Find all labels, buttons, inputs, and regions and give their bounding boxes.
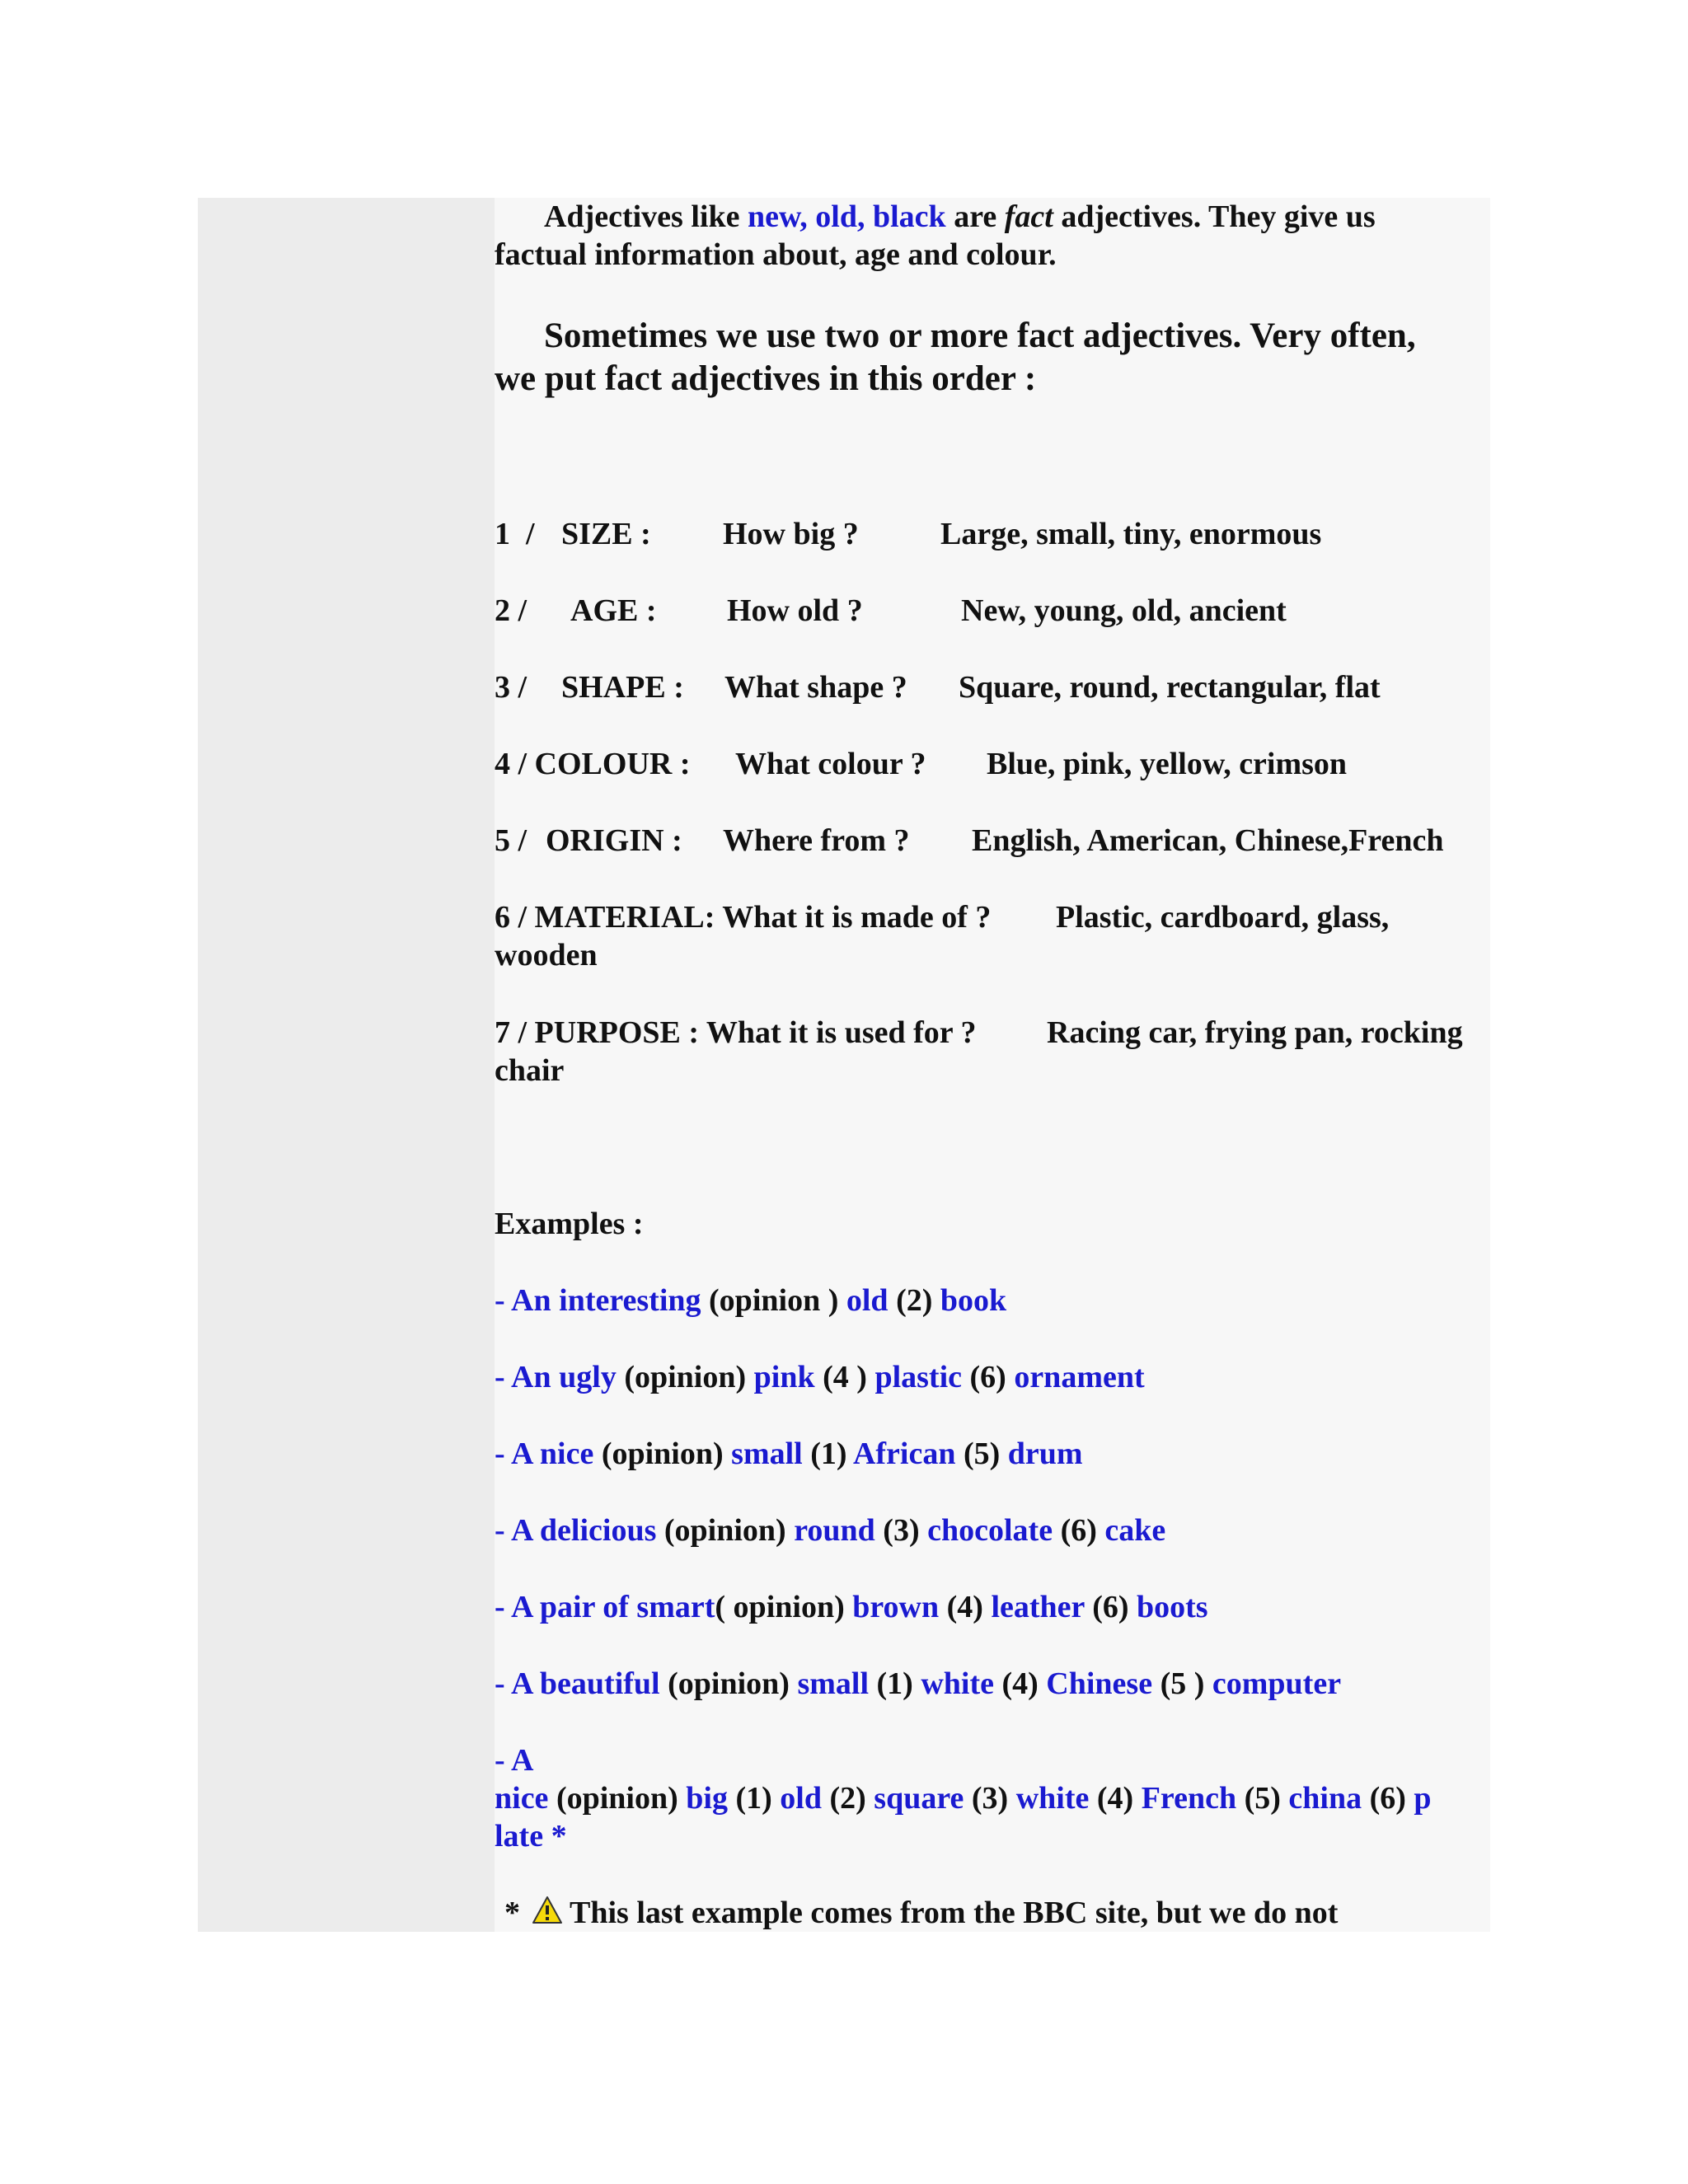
intro-text: adjectives. They give us <box>1053 199 1376 234</box>
example-label: (4) <box>993 1666 1047 1701</box>
left-sidebar-panel <box>198 198 495 1932</box>
example-noun: p <box>1414 1781 1432 1816</box>
order-row-material <box>495 898 1496 974</box>
example-2 <box>495 1358 1496 1396</box>
order-row-purpose <box>495 1014 1496 1090</box>
example-label: ( opinion) <box>715 1590 853 1624</box>
footnote <box>495 1894 1496 1935</box>
example-label: (2) <box>821 1781 874 1816</box>
example-noun: drum <box>1007 1436 1083 1471</box>
example-6 <box>495 1665 1496 1703</box>
intro-text: Adjectives like <box>544 199 748 234</box>
order-number: 1 <box>495 517 510 551</box>
example-label: (3) <box>964 1781 1016 1816</box>
intro-text: are <box>945 199 1005 234</box>
example-label: (2) <box>888 1283 940 1318</box>
footnote-asterisk: * <box>504 1896 520 1930</box>
example-label: (opinion) <box>548 1781 687 1816</box>
order-examples: Large, small, tiny, enormous <box>940 517 1322 551</box>
example-noun: cake <box>1104 1513 1166 1548</box>
order-row-shape <box>495 668 1496 706</box>
example-label: (6) <box>962 1360 1015 1394</box>
order-examples: Plastic, cardboard, glass, <box>1056 900 1390 935</box>
example-noun-phrase: - An ugly <box>495 1360 617 1394</box>
example-noun-phrase: - A nice <box>495 1436 594 1471</box>
warning-icon <box>532 1895 563 1935</box>
example-label: (4) <box>939 1590 992 1624</box>
order-examples: Blue, pink, yellow, crimson <box>987 747 1348 781</box>
example-noun: boots <box>1137 1590 1208 1624</box>
order-number: 3 / <box>495 670 528 705</box>
order-number: 2 / <box>495 593 528 628</box>
example-label: (opinion) <box>656 1513 795 1548</box>
order-row-origin <box>495 822 1496 860</box>
example-noun: computer <box>1212 1666 1342 1701</box>
example-label: (4) <box>1089 1781 1142 1816</box>
example-adjective: square <box>874 1781 964 1816</box>
example-noun-phrase: - A pair of smart <box>495 1590 715 1624</box>
intro-paragraph <box>495 198 1496 274</box>
intro-line-1 <box>495 198 1496 236</box>
example-adjective: white <box>921 1666 994 1701</box>
order-category-question: 7 / PURPOSE : What it is used for ? <box>495 1015 977 1050</box>
example-label: (6) <box>1084 1590 1137 1624</box>
example-4 <box>495 1511 1496 1549</box>
example-label: (opinion) <box>593 1436 732 1471</box>
example-label: (6) <box>1362 1781 1414 1816</box>
footnote-text: This last example comes from the BBC site, but we do not <box>570 1896 1339 1930</box>
order-examples: Racing car, frying pan, rocking <box>1047 1015 1463 1050</box>
example-adjective: china <box>1288 1781 1362 1816</box>
order-examples: Square, round, rectangular, flat <box>959 670 1381 705</box>
example-adjective: chocolate <box>927 1513 1053 1548</box>
order-intro-paragraph <box>495 315 1496 401</box>
example-label: (3) <box>874 1513 928 1548</box>
example-label: (opinion) <box>616 1360 754 1394</box>
order-category-question: 6 / MATERIAL: What it is made of ? <box>495 900 992 935</box>
example-adjective: plastic <box>874 1360 962 1394</box>
example-adjective: pink <box>753 1360 815 1394</box>
order-examples: English, American, Chinese,French <box>972 823 1444 858</box>
order-category: AGE : <box>570 593 657 628</box>
example-label: (6) <box>1053 1513 1105 1548</box>
example-label: (opinion ) <box>701 1283 846 1318</box>
example-5 <box>495 1588 1496 1626</box>
example-noun-phrase: - A beautiful <box>495 1666 660 1701</box>
order-number: 5 / <box>495 823 528 858</box>
example-adjective: round <box>794 1513 875 1548</box>
order-question: What shape ? <box>724 670 907 705</box>
order-examples: New, young, old, ancient <box>961 593 1287 628</box>
example-label: (4 ) <box>814 1360 875 1394</box>
example-adjective: old <box>846 1283 889 1318</box>
order-category: 4 / COLOUR : <box>495 747 691 781</box>
example-3 <box>495 1435 1496 1473</box>
order-examples-wrap: wooden <box>495 938 598 972</box>
example-adjective: African <box>852 1436 956 1471</box>
order-intro-line-1: Sometimes we use two or more fact adjectives. Very often, <box>544 316 1416 355</box>
intro-fact-word: fact <box>1004 199 1053 234</box>
example-adjective: leather <box>991 1590 1085 1624</box>
example-1 <box>495 1282 1496 1319</box>
order-category: SIZE : <box>561 517 651 551</box>
example-label: (5) <box>1236 1781 1289 1816</box>
examples-heading: Examples : <box>495 1207 644 1241</box>
order-slash: / <box>526 517 535 551</box>
order-category: ORIGIN : <box>546 823 682 858</box>
order-examples-wrap: chair <box>495 1053 565 1088</box>
example-label: (1) <box>802 1436 853 1471</box>
order-question: Where from ? <box>723 823 910 858</box>
example-7-line-1: - A <box>495 1743 534 1778</box>
order-question: What colour ? <box>735 747 926 781</box>
example-noun-phrase: - A delicious <box>495 1513 657 1548</box>
order-category: SHAPE : <box>561 670 684 705</box>
example-adjective: Chinese <box>1046 1666 1153 1701</box>
order-question: How old ? <box>727 593 863 628</box>
example-label: (5 ) <box>1152 1666 1212 1701</box>
example-7-line-3: late * <box>495 1819 567 1854</box>
example-adjective: big <box>686 1781 728 1816</box>
order-row-size <box>495 515 1496 553</box>
example-label: (opinion) <box>659 1666 798 1701</box>
order-question: How big ? <box>723 517 859 551</box>
order-intro-line-2: we put fact adjectives in this order : <box>495 359 1037 398</box>
example-adjective: small <box>797 1666 869 1701</box>
example-noun: ornament <box>1014 1360 1145 1394</box>
example-noun: book <box>940 1283 1007 1318</box>
intro-line-2: factual information about, age and colour. <box>495 237 1057 272</box>
example-adjective: old <box>780 1781 822 1816</box>
example-adjective: brown <box>852 1590 940 1624</box>
example-adjective: small <box>731 1436 803 1471</box>
example-label: (1) <box>727 1781 781 1816</box>
order-row-colour <box>495 745 1496 783</box>
order-row-age <box>495 592 1496 630</box>
example-noun-phrase: - An interesting <box>495 1283 701 1318</box>
intro-example-adjectives: new, old, black <box>747 199 946 234</box>
example-noun-phrase: nice <box>495 1781 549 1816</box>
example-label: (1) <box>869 1666 921 1701</box>
example-adjective: white <box>1015 1781 1090 1816</box>
example-label: (5) <box>955 1436 1008 1471</box>
example-adjective: French <box>1141 1781 1237 1816</box>
example-7 <box>495 1741 1496 1855</box>
example-7-line-2 <box>495 1779 1496 1817</box>
